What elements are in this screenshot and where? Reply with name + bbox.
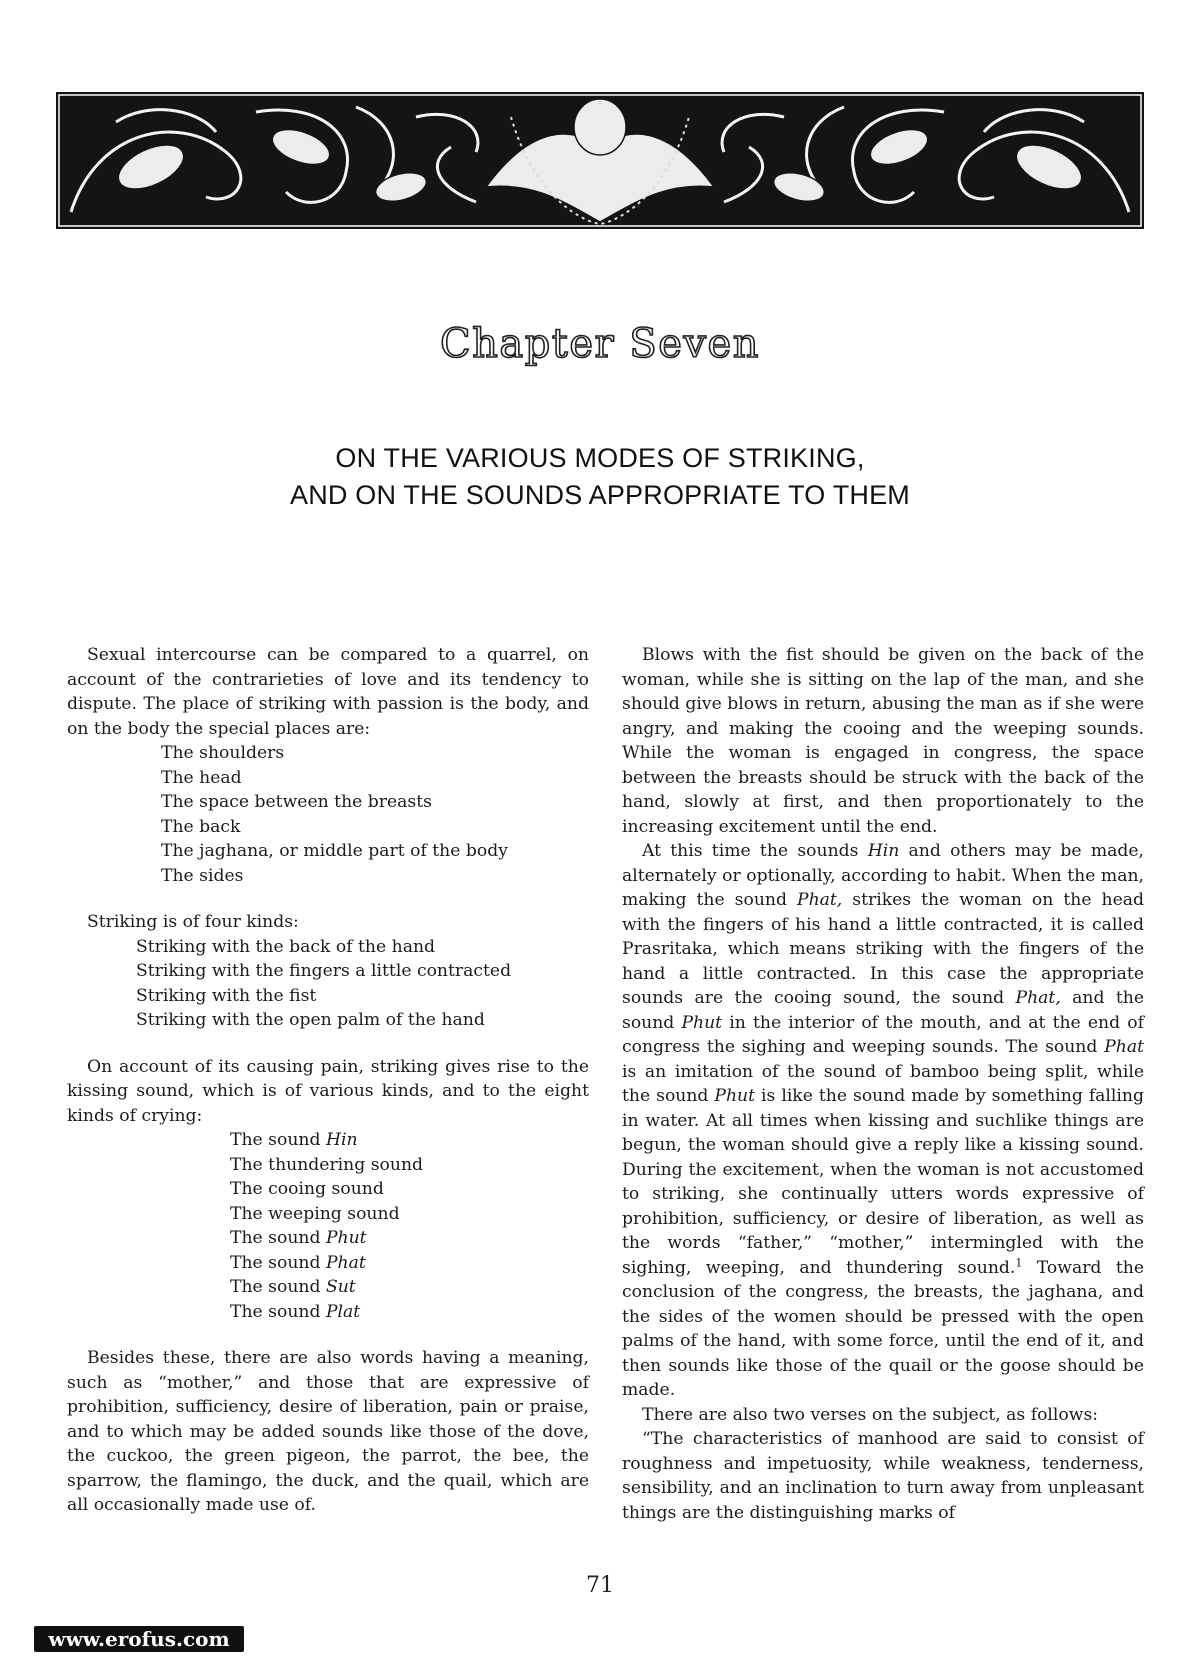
paragraph-words: Besides these, there are also words having a meaning, such as “mother,” and those that are expressive of prohibition, sufficiency, desire of liberation, pain or praise, and to which may be added sounds like those of the dove, the cuckoo, the green pigeon, the parrot, the bee, the sparrow, the flamingo, the duck, and the quail, which are all occasionally made use of. [67, 1348, 589, 1515]
list-item: The sides [161, 865, 244, 886]
list-item: The sound Plat [230, 1301, 361, 1322]
list-item: The sound Phat [230, 1252, 366, 1273]
sounds-list [230, 1128, 589, 1324]
list-item: The thundering sound [230, 1154, 424, 1175]
decorative-floral-banner [56, 92, 1144, 229]
page-number: 71 [586, 1573, 614, 1598]
chapter-title [0, 315, 1200, 371]
left-column [67, 643, 589, 1518]
list-item: The head [161, 767, 242, 788]
paragraph-intro: Sexual intercourse can be compared to a quarrel, on account of the contrarieties of love and its tendency to dispute. The place of striking with passion is the body, and on the body the special places are: [67, 645, 589, 739]
list-item: Striking with the fingers a little contracted [136, 961, 512, 981]
chapter-title-text: Chapter Seven [439, 321, 761, 367]
paragraph-sounds: At this time the sounds Hin and others may be made, alternately or optionally, according to habit. When the man, making the sound Phat, strikes the woman on the head with the fingers of his hand a little contracted, it is called Prasritaka, which means striking with the fingers of the hand a little contracted. In this case the appropriate sounds are the cooing sound, the sound Phat, and the sound Phut in the interior of the mouth, and at the end of congress the sighing and weeping sounds. The sound Phat is an imitation of the sound of bamboo being split, while the sound Phut is like the sound made by something falling in water. At all times when kissing and suchlike things are begun, the woman should give a reply like a kissing sound. During the excitement, when the woman is not accustomed to striking, she continually utters words expressive of prohibition, sufficiency, or desire of liberation, as well as the words “father,” “mother,” intermingled with the sighing, weeping, and thundering sound.$^1$ Toward the conclusion of the congress, the breasts, the jaghana, and the sides of the women should be pressed with the open palms of the hand, with some force, until the end of it, and then sounds like those of the quail or the goose should be made. [622, 841, 1144, 1400]
list-item: The sound Phut [230, 1228, 367, 1248]
chapter-heading-line-2: AND ON THE SOUNDS APPROPRIATE TO THEM [289, 480, 910, 510]
list-item: The back [161, 816, 241, 837]
footnote-marker: 1 [1015, 1255, 1023, 1269]
paragraph-kinds-intro: Striking is of four kinds: [87, 912, 299, 932]
list-item: Striking with the open palm of the hand [136, 1010, 485, 1030]
list-item: The shoulders [161, 743, 285, 763]
list-item: The weeping sound [230, 1203, 400, 1224]
paragraph-verses-intro: There are also two verses on the subject, as follows: [642, 1404, 1099, 1425]
list-item: The sound Hin [230, 1130, 358, 1150]
chapter-heading-line-1: ON THE VARIOUS MODES OF STRIKING, [335, 443, 865, 473]
list-item: Striking with the fist [136, 985, 317, 1006]
list-item: The space between the breasts [161, 792, 432, 812]
striking-places-list [161, 741, 589, 888]
chapter-heading [0, 440, 1200, 514]
paragraph-verse: “The characteristics of manhood are said to consist of roughness and impetuosity, while weakness, tenderness, sensibility, and an inclination to turn away from unpleasant things are the distinguishing marks of [622, 1429, 1144, 1523]
striking-kinds-list [136, 935, 589, 1033]
list-item: Striking with the back of the hand [136, 936, 436, 957]
right-column [622, 643, 1144, 1525]
list-item: The cooing sound [230, 1179, 384, 1199]
paragraph-blows: Blows with the fist should be given on the back of the woman, while she is sitting on the lap of the man, and she should give blows in return, abusing the man as if she were angry, and making the cooing and the weeping sounds. While the woman is engaged in congress, the space between the breasts should be struck with the back of the hand, slowly at first, and then proportionately to the increasing excitement until the end. [622, 645, 1144, 837]
paragraph-crying: On account of its causing pain, striking gives rise to the kissing sound, which is of various kinds, and to the eight kinds of crying: [67, 1056, 589, 1126]
list-item: The sound Sut [230, 1277, 356, 1297]
list-item: The jaghana, or middle part of the body [161, 841, 508, 861]
watermark: www.erofus.com [34, 1626, 244, 1652]
